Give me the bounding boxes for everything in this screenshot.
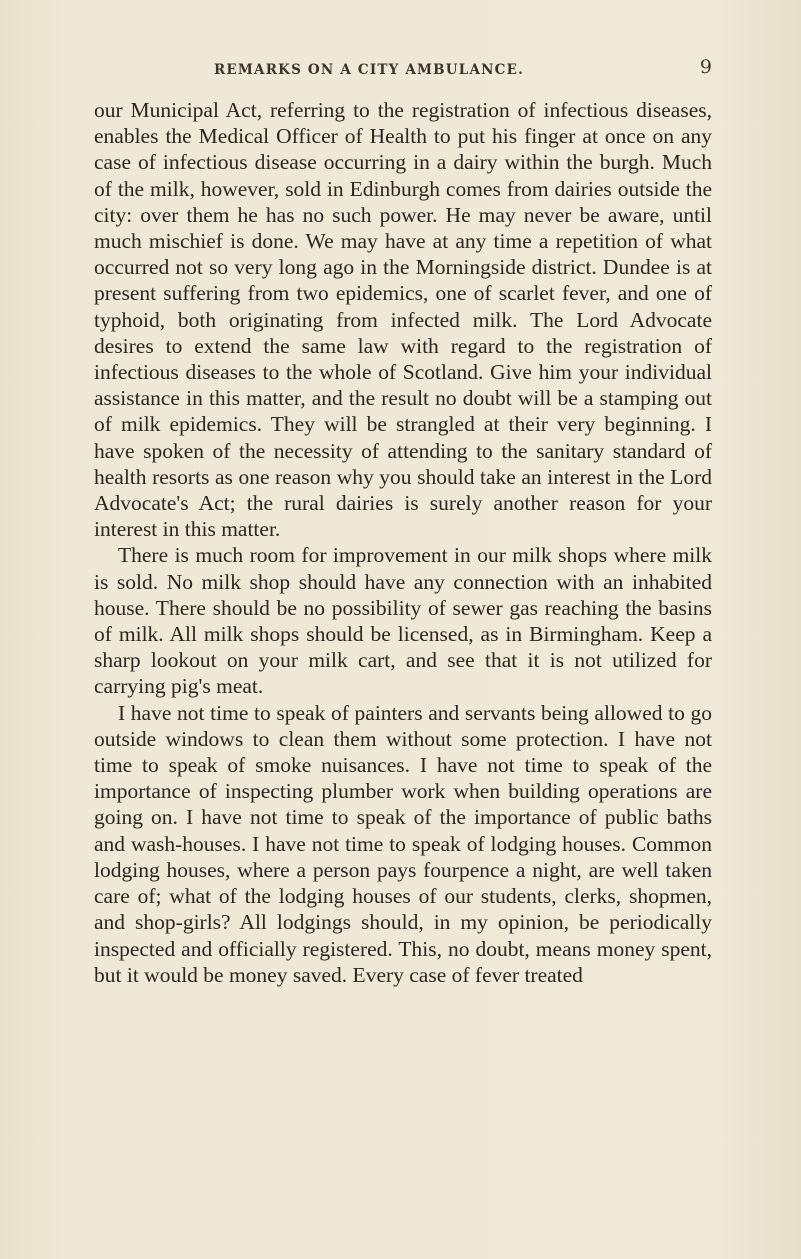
page-number: 9 [699,56,712,78]
paragraph-2: There is much room for improvement in our milk shops where milk is sold. No milk shop should have any connection with an inhabited house. There should be no possibility of sewer gas reaching the basins of milk. All milk shops should be licensed, as in Birmingham. Keep a sharp lookout on your milk cart, and see that it is not utilized for carrying pig's meat. [94,543,712,699]
page-header [94,56,712,80]
paragraph-1: our Municipal Act, referring to the registration of infectious diseases, enables the Medical Officer of Health to put his finger at once on any case of infectious disease occurring in a dairy within the burgh. Much of the milk, however, sold in Edinburgh comes from dairies outside the city: over them he has no such power. He may never be aware, until much mischief is done. We may have at any time a repetition of what occurred not so very long ago in the Morningside district. Dundee is at present suffering from two epidemics, one of scarlet fever, and one of typhoid, both originating from infected milk. The Lord Advocate desires to extend the same law with regard to the registration of infectious diseases to the whole of Scotland. Give him your individual assistance in this matter, and the result no doubt will be a stamping out of milk epidemics. They will be strangled at their very beginning. I have spoken of the necessity of attending to the sanitary standard of health resorts as one reason why you should take an interest in the Lord Advocate's Act; the rural dairies is surely another reason for your interest in this matter. [94,98,712,542]
body-text [94,97,712,988]
running-head: REMARKS ON A CITY AMBULANCE. [214,62,524,78]
paragraph-3: I have not time to speak of painters and servants being allowed to go outside windows to clean them without some protection. I have not time to speak of smoke nuisances. I have not time to speak of the importance of inspecting plumber work when building operations are going on. I have not time to speak of the importance of public baths and wash-houses. I have not time to speak of lodging houses. Common lodging houses, where a person pays fourpence a night, are well taken care of; what of the lodging houses of our students, clerks, shopmen, and shop-girls? All lodgings should, in my opinion, be periodically inspected and officially registered. This, no doubt, means money spent, but it would be money saved. Every case of fever treated [94,700,712,987]
